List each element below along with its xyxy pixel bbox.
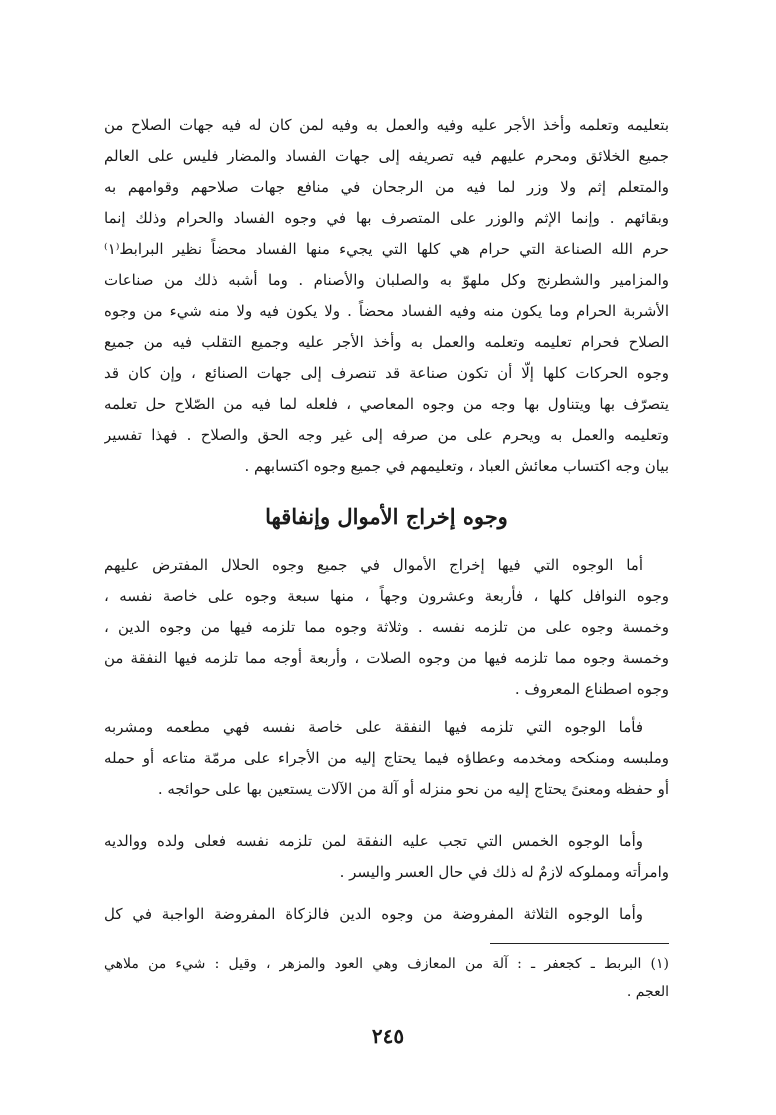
text-line: وخمسة وجوه مما تلزمه فيها من وجوه الصلات ، وأربعة أوجه مما تلزمه فيها النفقة من: [104, 649, 669, 667]
page-number: ٢٤٥: [371, 1024, 405, 1048]
text-line: وأما الوجوه الثلاثة المفروضة من وجوه الدين فالزكاة المفروضة الواجبة في كل: [104, 905, 643, 923]
text-line: وامرأته ومملوكه لازمٌ له ذلك في حال العسر واليسر .: [339, 863, 669, 881]
text-line: وأما الوجوه الخمس التي تجب عليه النفقة لمن تلزمه نفسه فعلى ولده ووالديه: [104, 832, 643, 850]
text-line: جميع الخلائق ومحرم عليهم فيه تصريفه إلى جهات الفساد والمضار فليس على العالم: [104, 147, 669, 165]
text-line: بتعليمه وتعلمه وأخذ الأجر عليه وفيه والعمل به وفيه لمن كان له فيه جهات الصلاح من: [104, 116, 669, 134]
text-line: وبقائهم . وإنما الإثم والوزر على المتصرف بها في وجوه الفساد والحرام وذلك إنما: [104, 209, 669, 227]
text-line: وتعليمه والعمل به ويحرم على من صرفه إلى غير وجه الحق والصلاح . فهذا تفسير: [104, 426, 669, 444]
paragraph-dependents-spending: [104, 826, 669, 888]
text-line: فأما الوجوه التي تلزمه فيها النفقة على خاصة نفسه فهي مطعمه ومشربه: [104, 718, 643, 736]
text-line: حرم الله الصناعة التي حرام هي كلها التي يجيء منها الفساد محضاً نظير البرابط⁽١⁾: [104, 240, 669, 258]
paragraph-self-spending: [104, 712, 669, 805]
text-line: الأشربة الحرام وما يكون منه وفيه الفساد محضاً . ولا يكون فيه ولا منه شيء من وجوه: [104, 302, 669, 320]
body-text-continued: [104, 110, 669, 482]
text-line: أو حفظه ومعنىً يحتاج إليه من نحو منزله أو آلة من الآلات يستعين بها على حوائجه .: [157, 780, 669, 798]
text-line: بيان وجه اكتساب معائش العباد ، وتعليمهم في جميع وجوه اكتسابهم .: [244, 457, 669, 475]
paragraph-religious-duties: [104, 899, 669, 930]
text-line: أما الوجوه التي فيها إخراج الأموال في جميع وجوه الحلال المفترض عليهم: [104, 556, 643, 574]
text-line: وجوه الحركات كلها إلّا أن تكون صناعة قد تنصرف إلى جهات الصنائع ، وإن كان قد: [104, 364, 669, 382]
text-line: والمتعلم إثم ولا وزر لما فيه من الرجحان في منافع جهات صلاحهم وقوامهم به: [104, 178, 669, 196]
footnote-line: (١) البربط ـ كجعفر ـ : آلة من المعازف وهي العود والمزهر ، وقيل : شيء من ملاهي: [104, 956, 669, 972]
text-line: والمزامير والشطرنج وكل ملهوّ به والصلبان والأصنام . وما أشبه ذلك من صناعات: [104, 271, 669, 289]
footnote: [104, 950, 669, 1006]
text-line: وجوه اصطناع المعروف .: [514, 680, 669, 698]
text-line: وجوه النوافل كلها ، فأربعة وعشرون وجهاً ، منها سبعة وجوه على خاصة نفسه ،: [104, 587, 669, 605]
text-line: الصلاح فحرام تعليمه وتعلمه والعمل به وأخذ الأجر عليه وجميع التقلب فيه من جميع: [104, 333, 669, 351]
text-line: يتصرّف بها ويتناول بها وجه من وجوه المعاصي ، فلعله لما فيه من الصّلاح حل تعلمه: [104, 395, 669, 413]
footnote-divider: [490, 943, 669, 944]
text-line: وخمسة وجوه على من تلزمه نفسه . وثلاثة وجوه مما تلزمه فيها من وجوه الدين ،: [104, 618, 669, 636]
paragraph-expenditure-overview: [104, 550, 669, 705]
section-heading: وجوه إخراج الأموال وإنفاقها: [265, 504, 508, 529]
footnote-line: العجم .: [626, 984, 669, 1000]
text-line: وملبسه ومنكحه ومخدمه وعطاؤه فيما يحتاج إليه من الأجراء على مرمّة متاعه أو حمله: [104, 749, 669, 767]
